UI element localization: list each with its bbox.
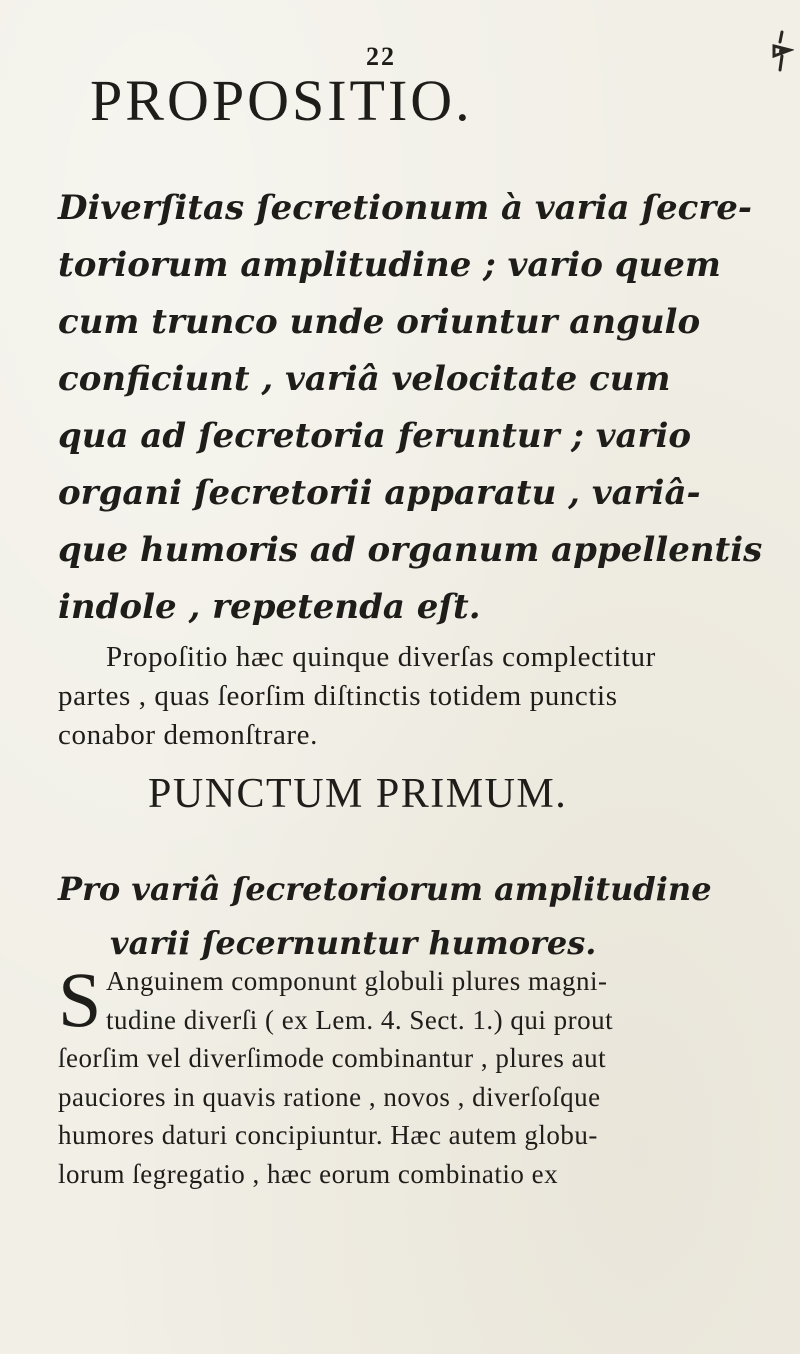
thesis-line: cum trunco unde oriuntur angulo xyxy=(58,302,701,342)
intro-paragraph xyxy=(58,638,788,755)
body-line: pauciores in quavis ratione , novos , diverſoſque xyxy=(58,1081,601,1112)
thesis-line: qua ad ſecretoria feruntur ; vario xyxy=(58,416,692,456)
thesis-paragraph xyxy=(58,180,788,636)
intro-line: Propoſitio hæc quinque diverſas complectitur xyxy=(106,641,656,673)
section-subtitle xyxy=(58,862,798,970)
body-line: tudine diverſi ( ex Lem. 4. Sect. 1.) qui prout xyxy=(106,1004,614,1035)
thesis-line: conficiunt , variâ velocitate cum xyxy=(58,359,671,399)
thesis-line: Diverſitas ſecretionum à varia ſecre- xyxy=(58,188,752,228)
thesis-line: toriorum amplitudine ; vario quem xyxy=(58,245,721,285)
thesis-line: que humoris ad organum appellentis xyxy=(58,530,763,570)
body-paragraph xyxy=(58,956,788,1193)
thesis-line: indole , repetenda eſt. xyxy=(58,587,481,627)
subtitle-line: Pro variâ ſecretoriorum amplitudine xyxy=(58,870,712,908)
page-number: 22 xyxy=(366,42,396,71)
body-line: Anguinem componunt globuli plures magni- xyxy=(106,966,608,996)
body-line: humores daturi concipiuntur. Hæc autem globu- xyxy=(58,1120,598,1150)
intro-line: partes , quas ſeorſim diſtinctis totidem punctis xyxy=(58,680,618,712)
section-heading: PUNCTUM PRIMUM. xyxy=(148,771,568,817)
drop-cap: S xyxy=(58,956,102,1043)
subtitle-line: varii ſecernuntur humores. xyxy=(110,924,597,962)
body-line: ſeorſim vel diverſimode combinantur , plures aut xyxy=(58,1043,607,1073)
body-line: lorum ſegregatio , hæc eorum combinatio ex xyxy=(58,1158,559,1189)
printer-ornament-icon xyxy=(760,30,794,74)
intro-line: conabor demonſtrare. xyxy=(58,719,319,751)
page-title: PROPOSITIO. xyxy=(90,68,473,133)
thesis-line: organi ſecretorii apparatu , variâ- xyxy=(58,473,701,513)
